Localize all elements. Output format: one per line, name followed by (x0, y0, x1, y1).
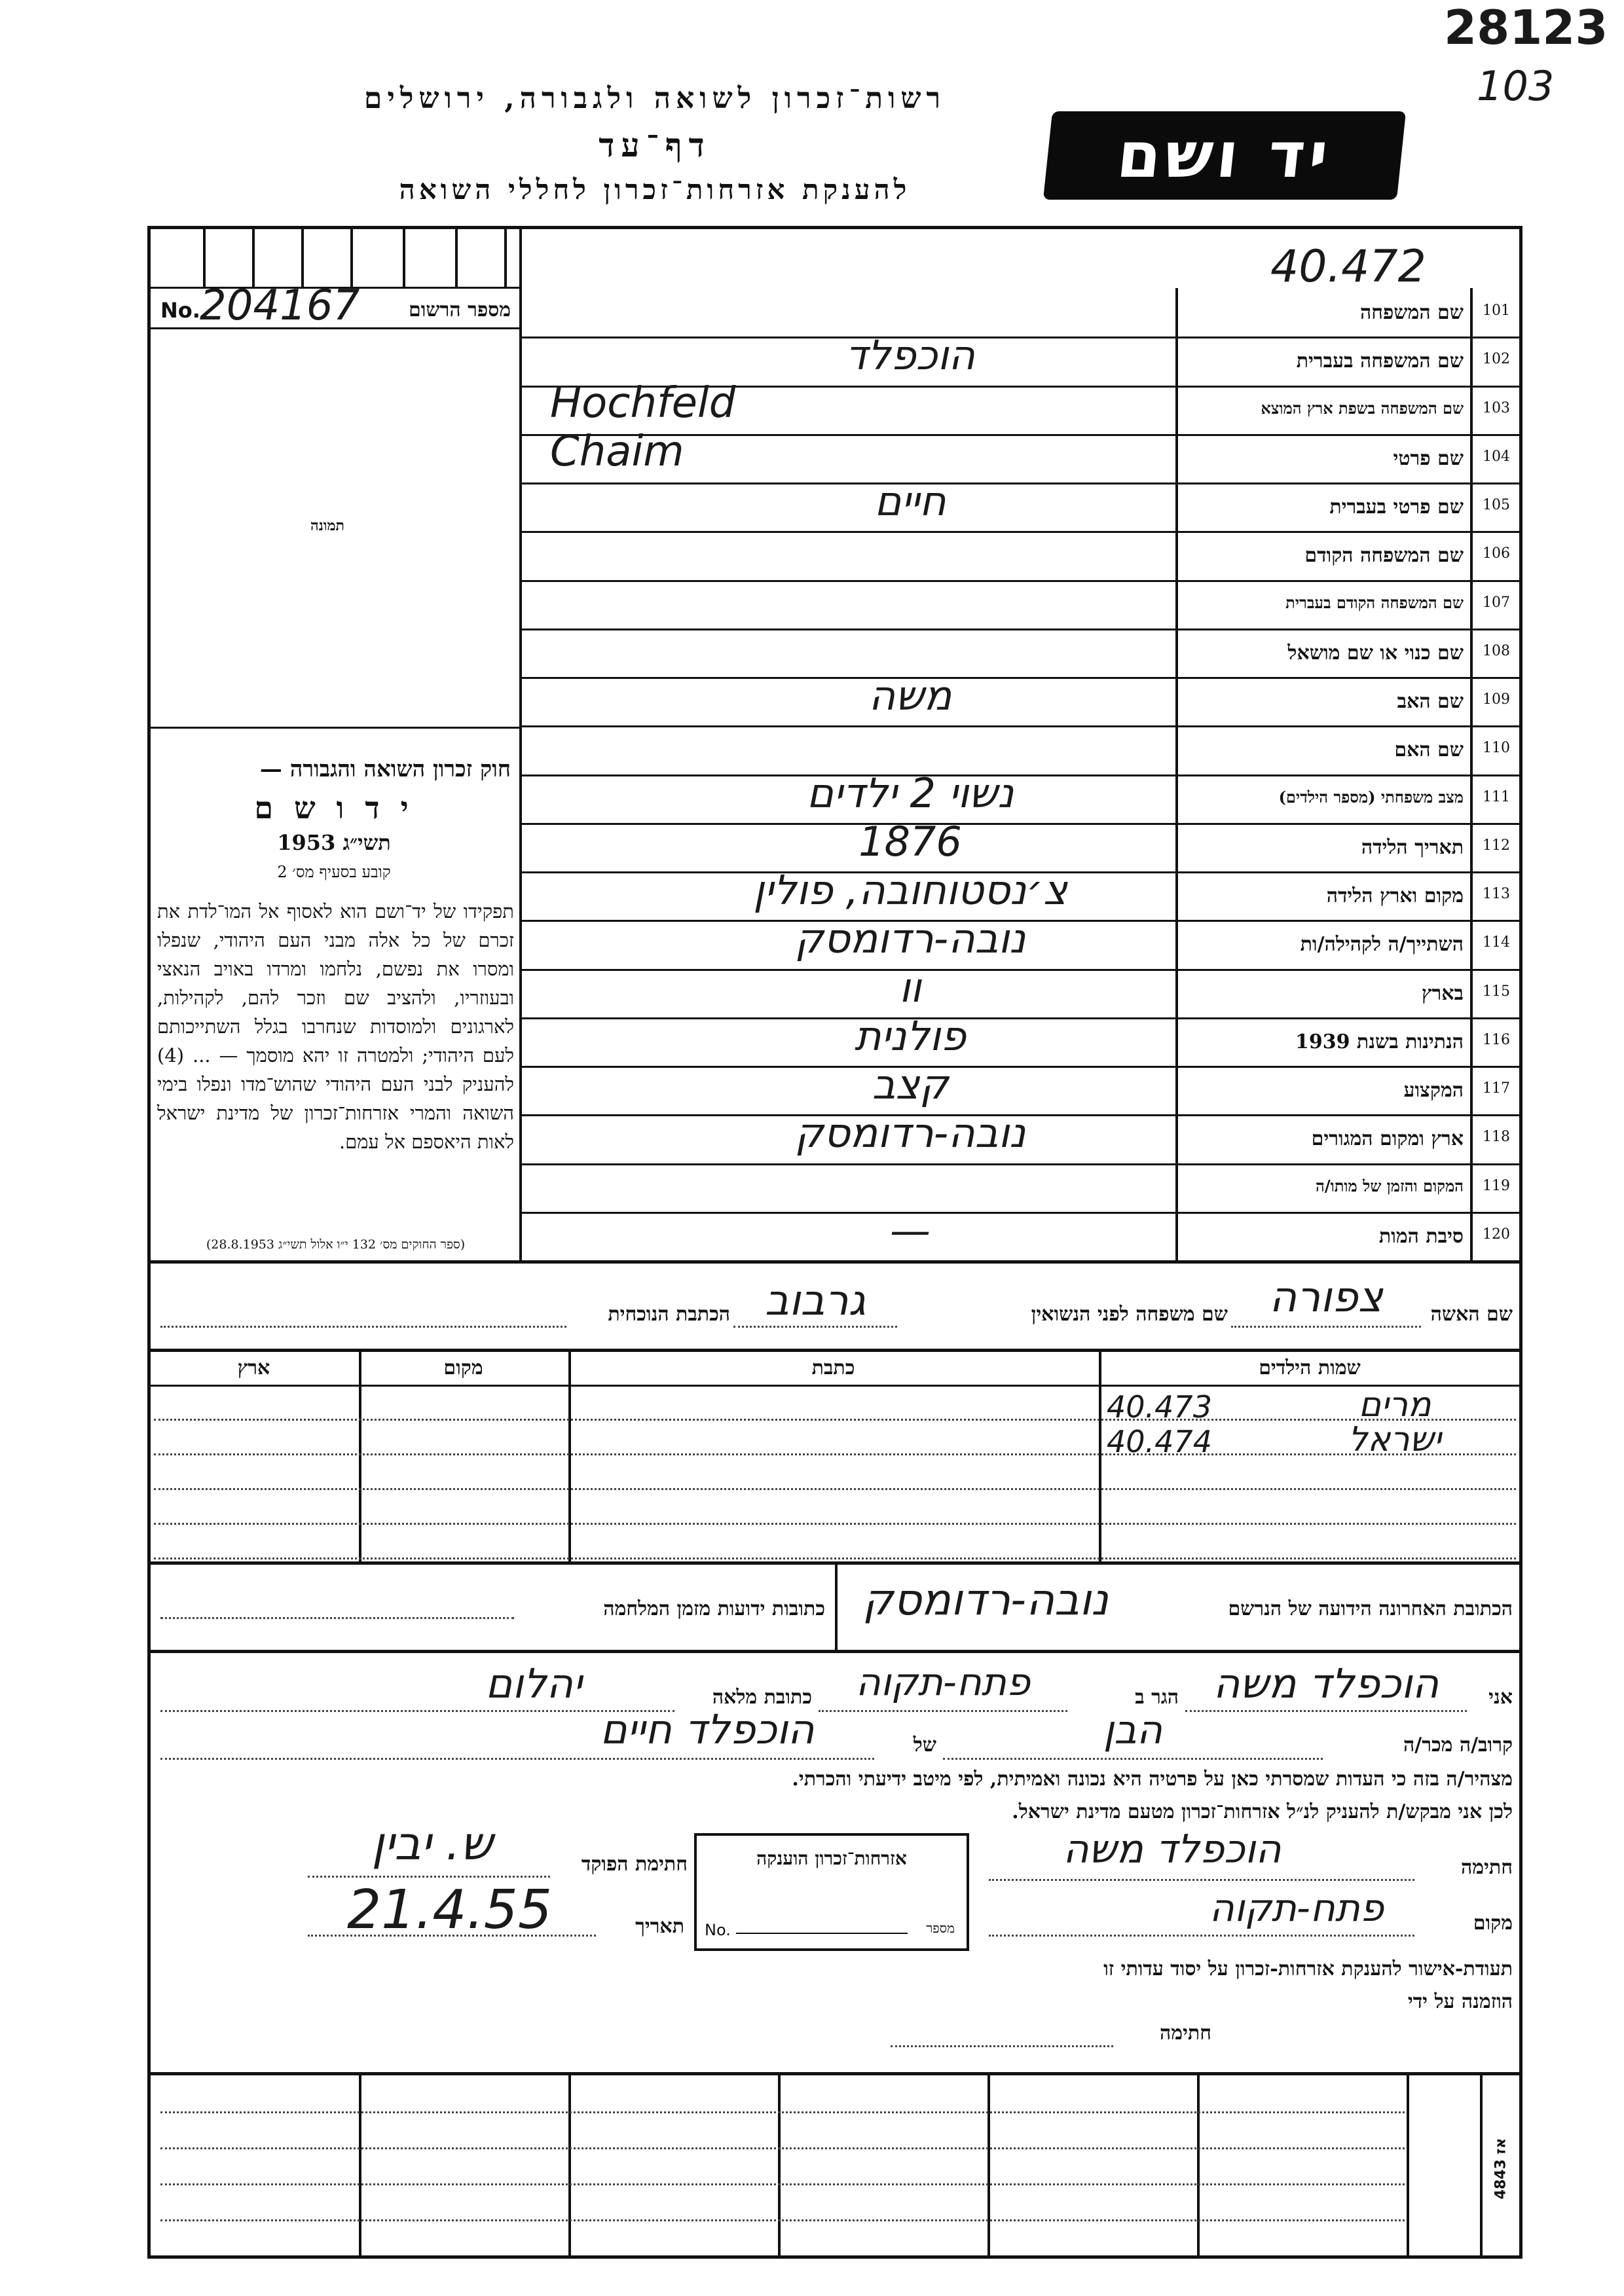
field-label: סיבת המות (1378, 1225, 1464, 1248)
field-number: 116 (1483, 1032, 1510, 1048)
declarant-resides-label: הגר ב (1135, 1686, 1179, 1709)
field-number: 120 (1483, 1226, 1510, 1243)
field-value: חיים (874, 477, 946, 525)
field-label: שם המשפחה בשפת ארץ המוצא (1261, 399, 1464, 418)
photo-label: תמונה (310, 517, 344, 534)
declarant-city: פתח-תקוה (855, 1660, 1031, 1704)
child-name: ישראל (1348, 1420, 1442, 1459)
field-label: שם האם (1394, 738, 1464, 761)
wife-address-label: הכתבת הנוכחית (608, 1303, 730, 1326)
field-label: שם האב (1397, 690, 1464, 713)
field-value: קצב (872, 1061, 949, 1108)
header-subtitle: להענקת אזרחות־זכרון לחללי השואה (399, 173, 911, 206)
field-value: וו (899, 964, 921, 1011)
field-value: נובה-רדומסק (794, 1109, 1026, 1157)
yad-vashem-logo (1043, 111, 1406, 200)
field-value: — (890, 1207, 931, 1254)
file-number: 40.472 (1270, 241, 1426, 293)
field-number: 105 (1483, 497, 1510, 513)
page-number: 103 (1477, 62, 1555, 110)
last-address-value: נובה-רדומסק (862, 1575, 1109, 1625)
certificate-line-2: הוזמנה על ידי (1407, 1990, 1513, 2013)
declarant-of-label: של (913, 1734, 936, 1757)
field-number: 108 (1483, 643, 1510, 659)
wife-name: צפורה (1269, 1273, 1383, 1322)
wartime-address-label: כתובות ידועות מזמן המלחמה (603, 1597, 825, 1620)
field-value: פולנית (854, 1012, 967, 1060)
law-year: תשי״ג 1953 (277, 830, 391, 855)
field-label: בארץ (1421, 982, 1464, 1005)
registration-label: מספר הרשום (409, 299, 511, 321)
certificate-line-1: תעודת-אישור להענקת אזרחות-זכרון על יסוד עדותי זו (1103, 1958, 1513, 1980)
field-number: 117 (1483, 1080, 1510, 1097)
children-col-names: שמות הילדים (1259, 1357, 1361, 1379)
field-label: שם כנוי או שם מושאל (1287, 642, 1464, 665)
declarant-of-name: הוכפלד חיים (600, 1705, 815, 1753)
field-number: 119 (1483, 1178, 1510, 1194)
children-col-place: מקום (443, 1357, 483, 1379)
child-name: מרים (1358, 1385, 1431, 1425)
field-number: 111 (1483, 789, 1510, 805)
field-value: נשוי 2 ילדים (806, 769, 1014, 817)
field-label: שם פרטי (1393, 447, 1464, 470)
field-number: 114 (1483, 934, 1510, 951)
left-panel-divider (519, 226, 522, 1260)
officer-signature-label: חתימת הפוקד (581, 1853, 688, 1876)
wartime-address-field (160, 1617, 514, 1619)
header-form-title: דף־עד (599, 126, 711, 164)
declaration-line-2: לכן אני מבקש/ת להעניק לנ״ל אזרחות־זכרון מטעם מדינת ישראל. (1012, 1800, 1513, 1823)
field-value: הוכפלד (845, 331, 975, 379)
field-label: שם המשפחה הקודם בעברית (1285, 593, 1464, 612)
declarant-signature: הוכפלד משה (1063, 1827, 1282, 1872)
field-number: 109 (1483, 691, 1510, 708)
declarant-place-label: מקום (1473, 1912, 1513, 1935)
header-authority-line: רשות־זכרון לשואה ולגבורה, ירושלים (363, 82, 946, 115)
field-number: 104 (1483, 448, 1510, 465)
wife-address-field (160, 1326, 566, 1328)
declarant-signature-label: חתימה (1461, 1856, 1513, 1879)
field-label: הנתינות בשנת 1939 (1295, 1030, 1464, 1053)
law-clause-ref: קובע בסעיף מס׳ 2 (277, 863, 391, 881)
date-label: תאריך (635, 1915, 684, 1938)
field-value: Hochfeld (550, 379, 736, 428)
wife-label: שם האשה (1430, 1303, 1513, 1326)
declarant-ani-label: אני (1488, 1686, 1513, 1709)
wife-maiden-name: גרבוב (765, 1277, 866, 1325)
field-value: Chaim (550, 428, 684, 476)
field-label: תאריך הלידה (1361, 836, 1464, 859)
memorial-citizenship-box-title: אזרחות־זכרון הוענקה (756, 1848, 907, 1869)
registration-no-label: No. (160, 298, 200, 323)
field-value: משה (868, 672, 952, 720)
field-label: ארץ ומקום המגורים (1311, 1127, 1464, 1150)
field-number: 103 (1483, 400, 1510, 416)
declarant-full-address: יהלום (485, 1660, 582, 1707)
declarant-full-address-label: כתובת מלאה (712, 1686, 812, 1709)
declarant-name: הוכפלד משה (1213, 1660, 1439, 1707)
field-value: צ׳נסטוחובה, פולין (753, 866, 1067, 914)
field-number: 106 (1483, 545, 1510, 562)
law-source: (ספר החוקים מס׳ 132 י״ו אלול תשי״ג 28.8.1953) (206, 1237, 466, 1252)
declaration-line-1: מצהיר/ה בזה כי העדות שמסרתי כאן על פרטיה היא נכונה ואמיתית, לפי מיטב ידיעתי והכרתי. (792, 1768, 1513, 1791)
field-number: 110 (1483, 740, 1510, 756)
memorial-citizenship-box (694, 1833, 969, 1951)
declarant-place: פתח-תקוה (1209, 1886, 1384, 1930)
children-col-address: כתבת (811, 1357, 855, 1379)
certificate-signature-label: חתימה (1160, 2022, 1211, 2045)
wife-maiden-label: שם משפחה לפני הנשואין (1031, 1303, 1228, 1326)
field-label: המקצוע (1403, 1079, 1464, 1102)
archive-number: 28123 (1444, 0, 1608, 55)
field-label: מצב משפחתי (מספר הילדים) (1278, 788, 1464, 807)
field-label: שם פרטי בעברית (1329, 496, 1464, 519)
declarant-relation: הבן (1103, 1707, 1163, 1753)
field-label: השתייך/ה לקהילה/ות (1300, 933, 1464, 956)
memorial-citizenship-box-no: No. (705, 1921, 731, 1939)
memorial-citizenship-box-number-label: מספר (926, 1920, 955, 1936)
declarant-relative-label: קרוב/ה מכר/ה (1403, 1734, 1513, 1757)
law-heading: חוק זכרון השואה והגבורה — (259, 756, 511, 782)
field-number: 115 (1483, 983, 1510, 1000)
footer-stamp: אז 4843 (1492, 2138, 1509, 2200)
field-label: מקום וארץ הלידה (1326, 884, 1464, 907)
date-value: 21.4.55 (347, 1879, 552, 1941)
field-value: נובה-רדומסק (794, 915, 1026, 962)
registration-number: 204167 (200, 282, 360, 330)
yad-vashem-logo-text: יד ושם (1113, 118, 1336, 192)
field-label: שם המשפחה (1359, 301, 1464, 324)
field-label: שם המשפחה בעברית (1296, 350, 1464, 373)
field-number: 107 (1483, 594, 1510, 611)
child-ref-number: 40.474 (1107, 1424, 1212, 1459)
field-value: 1876 (858, 818, 962, 866)
field-number: 101 (1483, 302, 1510, 319)
law-body: תפקידו של יד־ושם הוא לאסוף אל המו־לדת את זכרם של כל אלה מבני העם היהודי, שנפלו ומסרו את נפשם, נלחמו ומרדו באויב הנאצי ובעוזריו, ולהציב שם וזכר להם, לקהילות, לארגונים ולמוסדות שנחרבו בגלל השתייכותם לעם היהודי; ולמטרה זו יהא מוסמך — ... (4) להעניק לבני העם היהודי שהוש־מדו ונפלו בימי השואה והמרי אזרחות־זכרון של מדינת ישראל לאות היאספם אל עמם. (157, 900, 514, 1153)
field-number: 112 (1483, 837, 1510, 854)
field-label: המקום והזמן של מותו/ה (1316, 1176, 1464, 1195)
field-label: שם המשפחה הקודם (1304, 544, 1464, 567)
children-col-country: ארץ (237, 1357, 270, 1379)
last-address-label: הכתובת האחרונה הידועה של הנרשם (1228, 1597, 1513, 1620)
field-number: 113 (1483, 886, 1510, 902)
field-number: 102 (1483, 351, 1510, 367)
field-number: 118 (1483, 1129, 1510, 1145)
child-ref-number: 40.473 (1107, 1389, 1212, 1425)
law-name: י ד ו ש ם (254, 790, 414, 826)
officer-signature: ש. יבין (371, 1817, 493, 1870)
